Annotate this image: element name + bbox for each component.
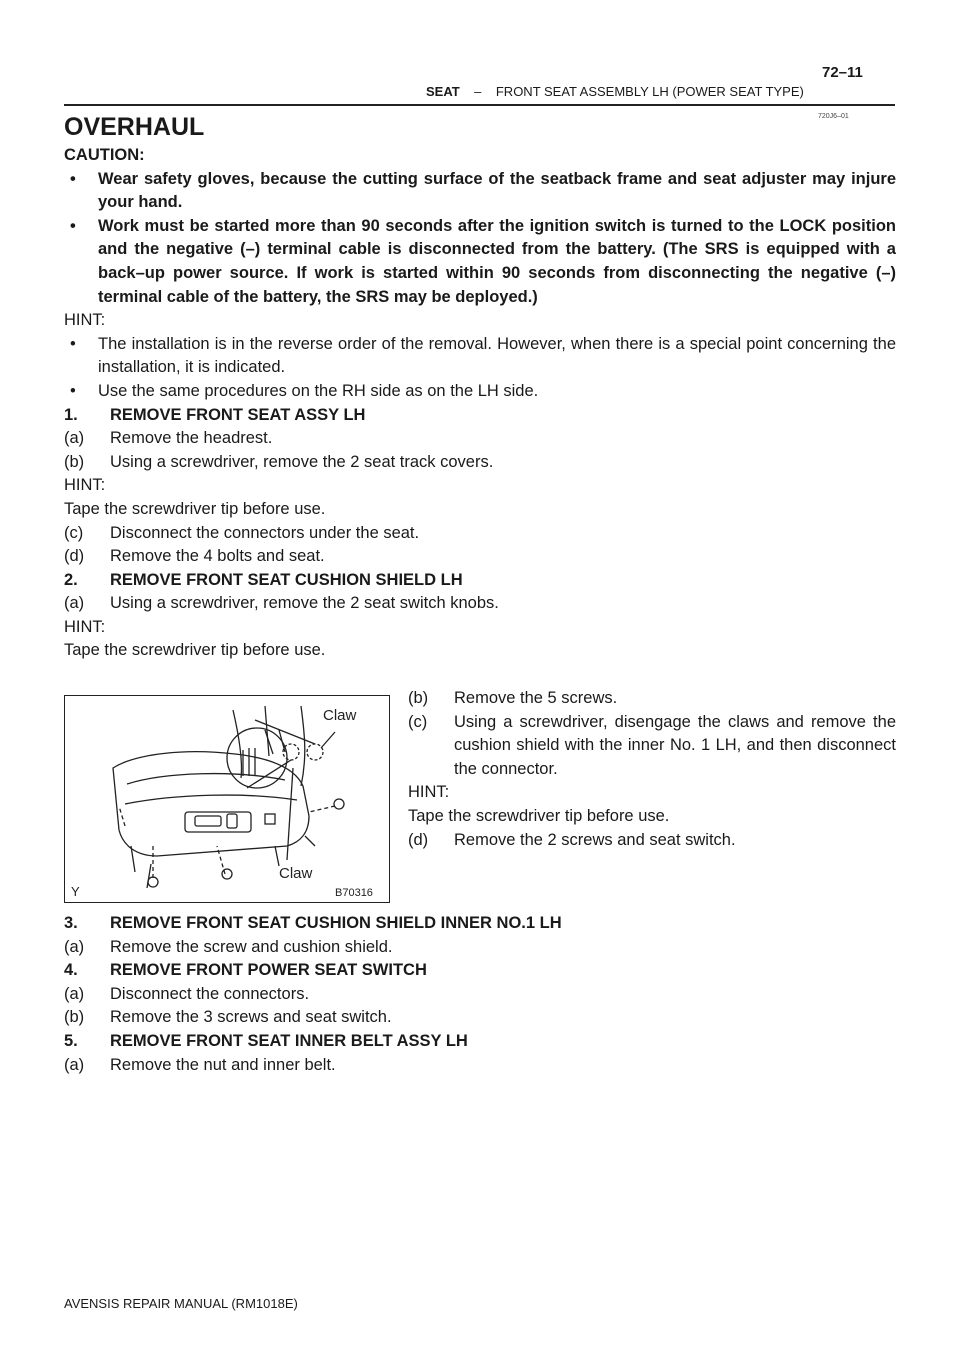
caution-item: • Work must be started more than 90 seconds after the ignition switch is turned to the LOCK position and the negative (–) terminal cable is disconnected from the battery. (The SRS is equipped with a back–up power source. If work is started within 90 seconds from disconnecting the negative (–) terminal cable of the battery, the SRS may be deployed.) <box>64 215 896 309</box>
hint-label: HINT: <box>64 311 106 330</box>
step-heading: 4. REMOVE FRONT POWER SEAT SWITCH <box>64 961 427 980</box>
hint-text: Tape the screwdriver tip before use. <box>64 499 326 518</box>
figure-block <box>64 687 896 912</box>
substep: (a) Remove the screw and cushion shield. <box>64 937 393 956</box>
hint-text: Tape the screwdriver tip before use. <box>408 807 670 826</box>
substep: (a) Disconnect the connectors. <box>64 984 310 1003</box>
substep: (b) Remove the 5 screws. <box>408 689 618 708</box>
hint-item: • Use the same procedures on the RH side as on the LH side. <box>64 380 896 404</box>
figure-side-text <box>388 687 896 852</box>
step-heading: 2. REMOVE FRONT SEAT CUSHION SHIELD LH <box>64 570 463 589</box>
substep: (a) Remove the headrest. <box>64 429 273 448</box>
substep: (d) Remove the 4 bolts and seat. <box>64 547 325 566</box>
substep: (a) Using a screwdriver, remove the 2 seat switch knobs. <box>64 594 499 613</box>
substep: (b) Using a screwdriver, remove the 2 seat track covers. <box>64 452 494 471</box>
figure-label-claw-bottom: Claw <box>279 865 313 883</box>
substep: (b) Remove the 3 screws and seat switch. <box>64 1008 392 1027</box>
hint-label: HINT: <box>408 783 450 802</box>
substep: (a) Remove the nut and inner belt. <box>64 1055 336 1074</box>
page-footer: AVENSIS REPAIR MANUAL (RM1018E) <box>64 1296 298 1311</box>
hint-item: • The installation is in the reverse order of the removal. However, when there is a special point concerning the installation, it is indicated. <box>64 333 896 380</box>
running-header <box>426 84 804 99</box>
figure-label-claw-top: Claw <box>323 707 357 725</box>
doc-id: 720J6–01 <box>818 113 849 120</box>
step-heading: 1. REMOVE FRONT SEAT ASSY LH <box>64 405 366 424</box>
page-title: OVERHAUL <box>64 113 205 141</box>
substep: (d) Remove the 2 screws and seat switch. <box>408 830 736 849</box>
section-name: SEAT <box>426 84 460 99</box>
caution-item: • Wear safety gloves, because the cutting surface of the seatback frame and seat adjuster may injure your hand. <box>64 168 896 215</box>
page-number: 72–11 <box>822 64 863 81</box>
hint-label: HINT: <box>64 476 106 495</box>
hint-text: Tape the screwdriver tip before use. <box>64 641 326 660</box>
caution-label: CAUTION: <box>64 146 145 164</box>
hint-label: HINT: <box>64 617 106 636</box>
seat-drawing-icon <box>65 696 389 902</box>
substep: (c) Disconnect the connectors under the seat. <box>64 523 420 542</box>
substep: (c) Using a screwdriver, disengage the claws and remove the cushion shield with the inner No. 1 LH, and then disconnect the connector. <box>408 712 896 778</box>
section-subtitle: FRONT SEAT ASSEMBLY LH (POWER SEAT TYPE) <box>495 84 804 99</box>
step-heading: 5. REMOVE FRONT SEAT INNER BELT ASSY LH <box>64 1032 468 1051</box>
figure-code: B70316 <box>335 887 373 900</box>
header-dash: – <box>474 84 482 99</box>
page-body <box>64 112 896 1077</box>
step-heading: 3. REMOVE FRONT SEAT CUSHION SHIELD INNER NO.1 LH <box>64 914 562 933</box>
seat-illustration <box>64 695 390 903</box>
figure-corner-mark: Y <box>71 884 80 900</box>
